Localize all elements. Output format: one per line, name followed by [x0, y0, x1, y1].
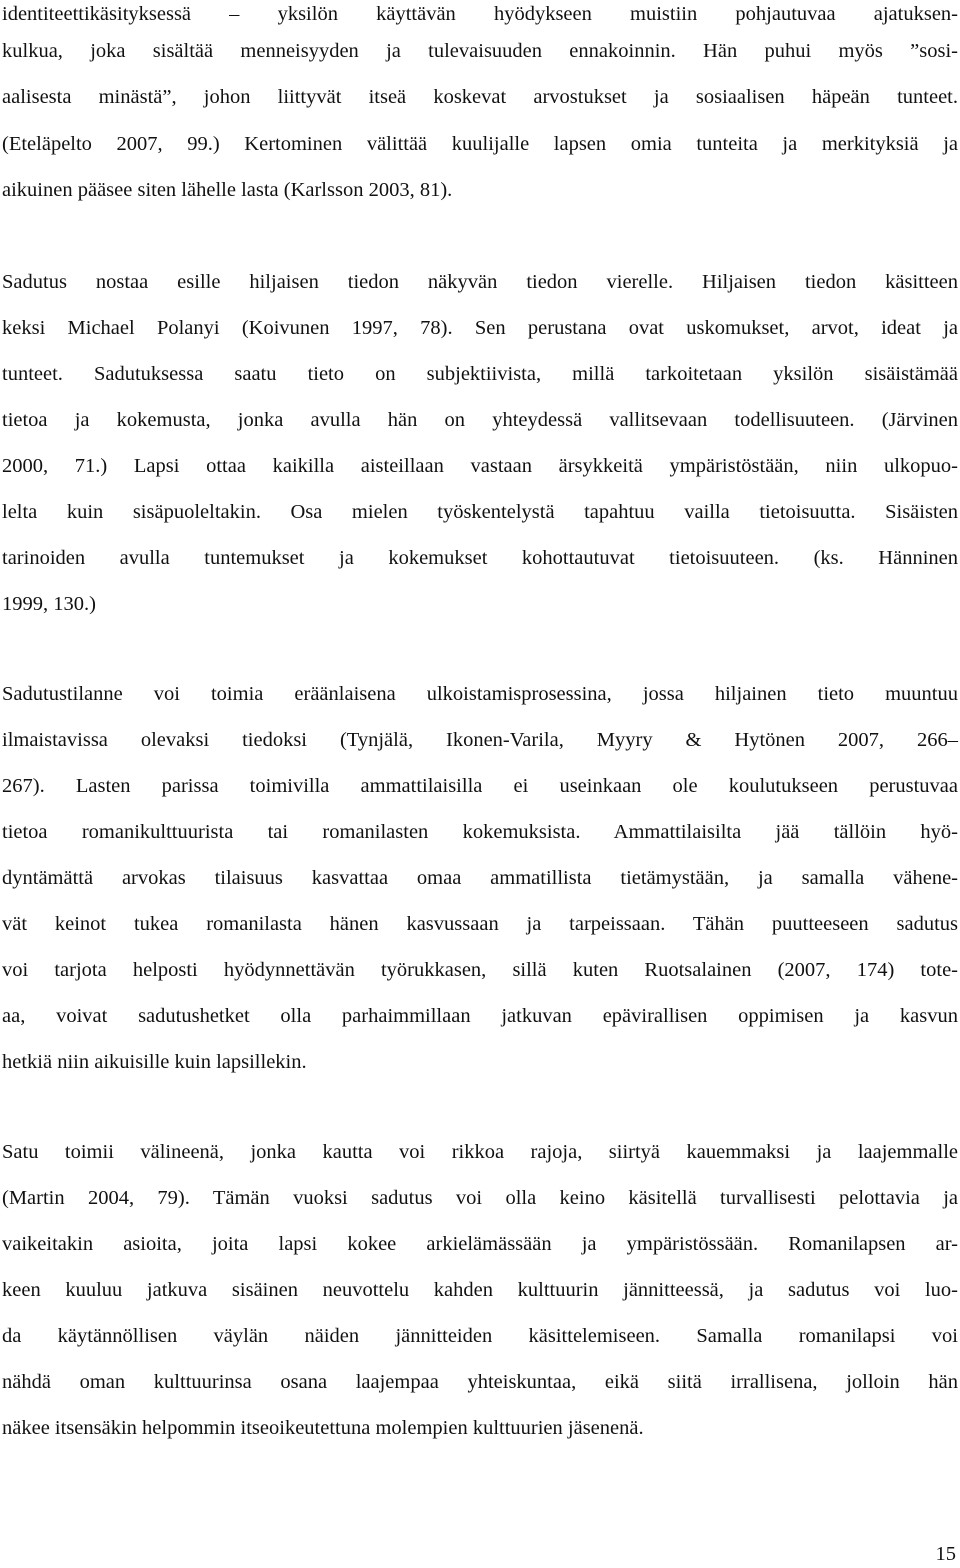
text-line: da käytännöllisen väylän näiden jännitteiden käsittelemiseen. Samalla romanilapsi voi [2, 1325, 958, 1347]
text-line: tunteet. Sadutuksessa saatu tieto on subjektiivista, millä tarkoitetaan yksilön sisäistämää [2, 363, 958, 385]
text-line: (Eteläpelto 2007, 99.) Kertominen välittää kuulijalle lapsen omia tunteita ja merkityksiä ja [2, 133, 958, 155]
text-line: vät keinot tukea romanilasta hänen kasvussaan ja tarpeissaan. Tähän puutteeseen sadutus [2, 913, 958, 935]
text-line: Sadutustilanne voi toimia eräänlaisena ulkoistamisprosessina, jossa hiljainen tieto muuntuu [2, 683, 958, 705]
text-line: 267). Lasten parissa toimivilla ammattilaisilla ei useinkaan ole koulutukseen perustuvaa [2, 775, 958, 797]
text-line: identiteettikäsityksessä – yksilön käyttävän hyödykseen muistiin pohjautuvaa ajatuksen- [2, 3, 958, 25]
text-line: keksi Michael Polanyi (Koivunen 1997, 78). Sen perustana ovat uskomukset, arvot, ideat ja [2, 317, 958, 339]
text-line: hetkiä niin aikuisille kuin lapsillekin. [2, 1051, 307, 1073]
text-line: aikuinen pääsee siten lähelle lasta (Karlsson 2003, 81). [2, 179, 453, 201]
text-line: 2000, 71.) Lapsi ottaa kaikilla aisteillaan vastaan ärsykkeitä ympäristöstään, niin ulkopuo- [2, 455, 958, 477]
text-line: aa, voivat sadutushetket olla parhaimmillaan jatkuvan epävirallisen oppimisen ja kasvun [2, 1005, 958, 1027]
text-line: Sadutus nostaa esille hiljaisen tiedon näkyvän tiedon vierelle. Hiljaisen tiedon käsitteen [2, 271, 958, 293]
page-number: 15 [935, 1543, 956, 1565]
text-line: voi tarjota helposti hyödynnettävän työrukkasen, sillä kuten Ruotsalainen (2007, 174) tote- [2, 959, 958, 981]
text-line: lelta kuin sisäpuoleltakin. Osa mielen työskentelystä tapahtuu vailla tietoisuutta. Sisäisten [2, 501, 958, 523]
text-line: tietoa romanikulttuurista tai romanilasten kokemuksista. Ammattilaisilta jää tällöin hyö- [2, 821, 958, 843]
text-line: kulkua, joka sisältää menneisyyden ja tulevaisuuden ennakoinnin. Hän puhui myös ”sosi- [2, 40, 958, 62]
text-line: dyntämättä arvokas tilaisuus kasvattaa omaa ammatillista tietämystään, ja samalla vähene- [2, 867, 958, 889]
text-line: 1999, 130.) [2, 593, 96, 615]
text-line: (Martin 2004, 79). Tämän vuoksi sadutus voi olla keino käsitellä turvallisesti pelottavia ja [2, 1187, 958, 1209]
text-line: tarinoiden avulla tuntemukset ja kokemukset kohottautuvat tietoisuuteen. (ks. Hänninen [2, 547, 958, 569]
text-line: Satu toimii välineenä, jonka kautta voi rikkoa rajoja, siirtyä kauemmaksi ja laajemmalle [2, 1141, 958, 1163]
text-line: nähdä oman kulttuurinsa osana laajempaa yhteiskuntaa, eikä siitä irrallisena, jolloin hän [2, 1371, 958, 1393]
text-line: ilmaistavissa olevaksi tiedoksi (Tynjälä, Ikonen-Varila, Myyry & Hytönen 2007, 266– [2, 729, 958, 751]
text-line: vaikeitakin asioita, joita lapsi kokee arkielämässään ja ympäristössään. Romanilapsen ar- [2, 1233, 958, 1255]
text-line: keen kuuluu jatkuva sisäinen neuvottelu kahden kulttuurin jännitteessä, ja sadutus voi luo- [2, 1279, 958, 1301]
text-line: aalisesta minästä”, johon liittyvät itseä koskevat arvostukset ja sosiaalisen häpeän tunteet. [2, 86, 958, 108]
text-line: tietoa ja kokemusta, jonka avulla hän on yhteydessä vallitsevaan todellisuuteen. (Järvinen [2, 409, 958, 431]
text-line: näkee itsensäkin helpommin itseoikeutettuna molempien kulttuurien jäsenenä. [2, 1417, 644, 1439]
